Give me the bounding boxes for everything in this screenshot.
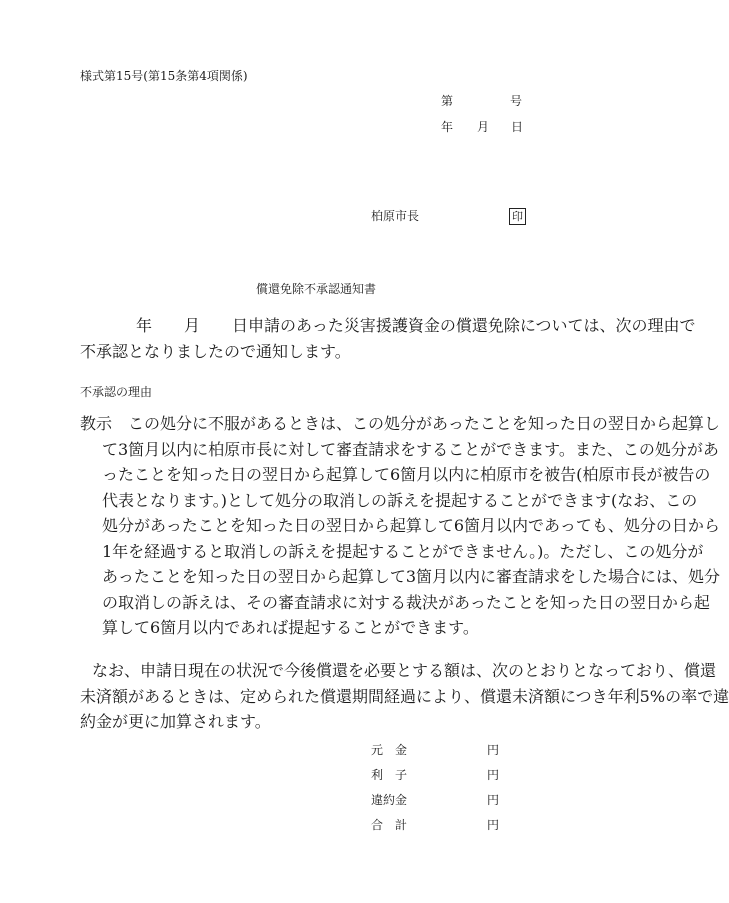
notice-line: 算して6箇月以内であれば提起することができます。 (102, 618, 479, 637)
balance-paragraph (80, 658, 729, 735)
doc-number-prefix: 第 (441, 94, 454, 108)
amount-label-penalty: 違約金 (371, 793, 408, 807)
intro-paragraph (80, 313, 696, 364)
notice-line: 1年を経過すると取消しの訴えを提起することができません。)。ただし、この処分が (102, 541, 704, 561)
form-number: 様式第15号(第15条第4項関係) (80, 69, 248, 83)
intro-line: 不承認となりましたので通知します。 (80, 341, 351, 361)
amount-unit-interest: 円 (487, 768, 500, 782)
reason-heading: 不承認の理由 (80, 385, 153, 399)
doc-number-suffix: 号 (510, 94, 523, 108)
amount-unit-total: 円 (487, 818, 500, 832)
balance-line: 未済額があるときは、定められた償還期間経過により、償還未済額につき年利5%の率で違 (80, 686, 729, 706)
issuer-name: 柏原市長 (371, 209, 420, 223)
balance-line: 約金が更に加算されます。 (80, 712, 271, 731)
document-title: 償還免除不承認通知書 (256, 282, 377, 296)
intro-line: 年 月 日申請のあった災害援護資金の償還免除については、次の理由で (136, 316, 696, 335)
balance-line: なお、申請日現在の状況で今後償還を必要とする額は、次のとおりとなっており、償還 (92, 661, 717, 680)
notice-line: て3箇月以内に柏原市長に対して審査請求をすることができます。また、この処分があ (102, 439, 719, 459)
amount-unit-penalty: 円 (487, 793, 500, 807)
notice-line: 処分があったことを知った日の翌日から起算して6箇月以内であっても、処分の日から (102, 516, 720, 535)
amount-label-total: 合 計 (371, 818, 408, 832)
amount-unit-principal: 円 (487, 743, 500, 757)
amount-label-interest: 利 子 (371, 768, 408, 782)
notice-line: の取消しの訴えは、その審査請求に対する裁決があったことを知った日の翌日から起 (102, 592, 710, 612)
notice-line: 教示 この処分に不服があるときは、この処分があったことを知った日の翌日から起算し (80, 414, 720, 433)
notice-line: 代表となります。)として処分の取消しの訴えを提起することができます(なお、この (102, 490, 698, 510)
amount-label-principal: 元 金 (371, 743, 408, 757)
notice-line: ったことを知った日の翌日から起算して6箇月以内に柏原市を被告(柏原市長が被告の (102, 465, 711, 484)
notice-line: あったことを知った日の翌日から起算して3箇月以内に審査請求をした場合には、処分 (102, 567, 721, 586)
date-year: 年 (441, 120, 454, 134)
notice-paragraph (80, 411, 720, 641)
date-month: 月 (477, 120, 490, 134)
date-day: 日 (511, 120, 524, 134)
seal-mark: 印 (509, 208, 526, 225)
